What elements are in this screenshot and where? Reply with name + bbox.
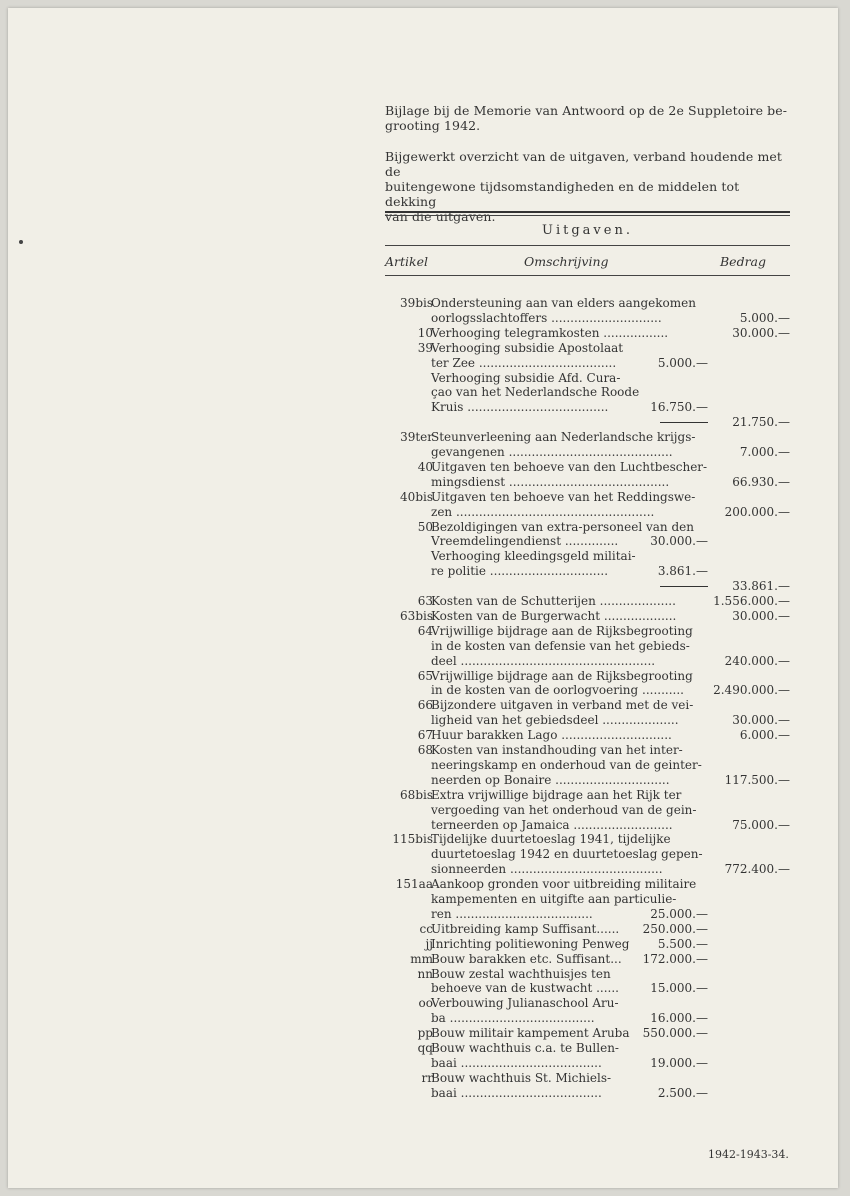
row-sub-amount: 172.000.— <box>642 951 708 966</box>
row-omschrijving: Ondersteuning aan van elders aangekomen <box>431 296 696 310</box>
table-row <box>385 1011 790 1026</box>
table-row <box>385 952 790 967</box>
row-sub-amount: 25.000.— <box>650 906 708 921</box>
row-omschrijving: re politie ............................... <box>431 564 609 579</box>
row-bedrag: 75.000.— <box>732 817 790 832</box>
row-sub-amount: 250.000.— <box>642 921 708 936</box>
row-omschrijving: Verhooging kleedingsgeld militai- <box>431 549 636 564</box>
intro-line-1: Bijlage bij de Memorie van Antwoord op de 2e Suppletoire be- <box>385 103 788 118</box>
row-artikel: pp <box>417 1026 433 1041</box>
row-artikel: 64 <box>417 623 433 638</box>
row-artikel: 67 <box>417 728 433 743</box>
table-row <box>385 758 790 773</box>
table-row <box>385 579 790 594</box>
table-row <box>385 460 790 475</box>
table-row <box>385 743 790 758</box>
row-artikel: 39bis <box>400 296 433 310</box>
row-sub-amount: 550.000.— <box>642 1026 708 1041</box>
table-row <box>385 981 790 996</box>
header-bottom-rule <box>385 275 790 276</box>
row-bedrag: 66.930.— <box>732 474 790 489</box>
table-row <box>385 773 790 788</box>
table-top-rule-2 <box>385 215 790 216</box>
table-row <box>385 534 790 549</box>
table-row <box>385 505 790 520</box>
table-row <box>385 639 790 654</box>
table-row <box>385 654 790 669</box>
row-omschrijving: Bouw barakken etc. Suffisant... <box>431 951 622 966</box>
table-row <box>385 609 790 624</box>
row-artikel: 39 <box>417 340 433 355</box>
row-bedrag: 200.000.— <box>724 504 790 519</box>
table-row <box>385 475 790 490</box>
table-row <box>385 818 790 833</box>
table-row <box>385 371 790 386</box>
row-artikel: 50 <box>417 519 433 534</box>
subtotal-rule <box>660 422 708 423</box>
table-row <box>385 907 790 922</box>
table-row <box>385 788 790 803</box>
row-omschrijving: ter Zee .................................... <box>431 355 617 370</box>
row-omschrijving: ba ...................................... <box>431 1011 595 1026</box>
row-sub-amount: 19.000.— <box>650 1055 708 1070</box>
row-sub-amount: 30.000.— <box>650 534 708 549</box>
row-artikel: 63 <box>417 594 433 608</box>
table-row <box>385 594 790 609</box>
document-page <box>8 8 838 1188</box>
table-row <box>385 311 790 326</box>
row-omschrijving: Uitgaven ten behoeve van den Luchtbescher- <box>431 459 708 474</box>
row-sub-amount: 5.500.— <box>657 936 708 951</box>
intro-line-5: van die uitgaven. <box>385 209 496 224</box>
row-omschrijving: Verhooging subsidie Afd. Cura- <box>431 370 621 385</box>
row-omschrijving: oorlogsslachtoffers ............................. <box>431 310 662 325</box>
row-omschrijving: Uitbreiding kamp Suffisant...... <box>431 921 620 936</box>
row-sub-amount: 15.000.— <box>650 981 708 996</box>
row-artikel: 66 <box>417 698 433 713</box>
table-row <box>385 415 790 430</box>
table-row <box>385 669 790 684</box>
row-omschrijving: Bouw wachthuis c.a. te Bullen- <box>431 1041 619 1055</box>
row-omschrijving: Vrijwillige bijdrage aan de Rijksbegrooting <box>431 668 693 683</box>
table-row <box>385 892 790 907</box>
table-row <box>385 996 790 1011</box>
row-omschrijving: Bouw zestal wachthuisjes ten <box>431 966 611 981</box>
row-omschrijving: vergoeding van het onderhoud van de gein- <box>431 802 697 817</box>
row-artikel: 68bis <box>400 787 433 802</box>
row-bedrag: 30.000.— <box>732 608 790 623</box>
row-omschrijving: zen .................................................... <box>431 504 655 519</box>
table-row <box>385 1041 790 1056</box>
row-bedrag: 117.500.— <box>724 772 790 787</box>
row-omschrijving: Verbouwing Julianaschool Aru- <box>431 996 619 1011</box>
row-omschrijving: Inrichting politiewoning Penweg <box>431 936 630 951</box>
row-omschrijving: behoeve van de kustwacht ...... <box>431 981 619 996</box>
row-artikel: 40bis <box>400 489 433 504</box>
row-omschrijving: in de kosten van defensie van het gebieds- <box>431 638 690 653</box>
table-row <box>385 624 790 639</box>
table-row <box>385 847 790 862</box>
table-row <box>385 356 790 371</box>
table-row <box>385 1026 790 1041</box>
row-omschrijving: terneerden op Jamaica .......................... <box>431 817 673 832</box>
row-artikel: 39ter <box>400 430 433 445</box>
row-artikel: oo <box>418 996 433 1011</box>
row-omschrijving: Bouw militair kampement Aruba <box>431 1026 630 1041</box>
table-row <box>385 698 790 713</box>
row-omschrijving: çao van het Nederlandsche Roode <box>431 385 640 400</box>
table-top-rule <box>385 211 790 213</box>
row-bedrag: 21.750.— <box>732 415 790 430</box>
table-row <box>385 445 790 460</box>
table-row <box>385 326 790 341</box>
row-bedrag: 30.000.— <box>732 713 790 728</box>
row-omschrijving: neerden op Bonaire .............................. <box>431 772 670 787</box>
row-omschrijving: neeringskamp en onderhoud van de geinter- <box>431 757 702 772</box>
intro-line-4: buitengewone tijdsomstandigheden en de middelen tot dekking <box>385 179 740 209</box>
row-omschrijving: gevangenen ........................................... <box>431 445 673 459</box>
row-artikel: 115bis <box>392 832 433 847</box>
row-omschrijving: baai ..................................... <box>431 1055 602 1070</box>
table-row <box>385 1071 790 1086</box>
intro-line-3: Bijgewerkt overzicht van de uitgaven, verband houdende met de <box>385 149 783 179</box>
row-omschrijving: Kosten van instandhouding van het inter- <box>431 743 683 757</box>
row-omschrijving: baai ..................................... <box>431 1085 602 1100</box>
table-row <box>385 683 790 698</box>
table-row <box>385 430 790 445</box>
row-sub-amount: 2.500.— <box>657 1085 708 1100</box>
col-bedrag: Bedrag <box>720 254 767 269</box>
row-artikel: 40 <box>417 459 433 474</box>
col-artikel: Artikel <box>385 254 428 269</box>
punch-mark <box>19 240 23 244</box>
table-row <box>385 967 790 982</box>
table-row <box>385 728 790 743</box>
row-omschrijving: duurtetoeslag 1942 en duurtetoeslag gepen- <box>431 847 703 862</box>
table-row <box>385 877 790 892</box>
row-omschrijving: Kosten van de Burgerwacht ................... <box>431 608 677 623</box>
row-omschrijving: Kosten van de Schutterijen .................... <box>431 594 676 608</box>
row-omschrijving: mingsdienst .......................................... <box>431 474 670 489</box>
row-omschrijving: kampementen en uitgifte aan particulie- <box>431 892 677 906</box>
table-row <box>385 862 790 877</box>
row-omschrijving: Steunverleening aan Nederlandsche krijgs- <box>431 430 696 445</box>
row-omschrijving: Vreemdelingendienst .............. <box>431 534 619 549</box>
row-artikel: nn <box>417 966 433 981</box>
row-bedrag: 2.490.000.— <box>713 683 790 698</box>
table-row <box>385 803 790 818</box>
row-omschrijving: deel ................................................... <box>431 653 656 668</box>
row-bedrag: 1.556.000.— <box>713 594 790 608</box>
row-artikel: 63bis <box>400 608 433 623</box>
intro-line-2: grooting 1942. <box>385 118 481 133</box>
table-row <box>385 1086 790 1101</box>
row-artikel: 151aa <box>395 877 433 892</box>
table-row <box>385 1056 790 1071</box>
col-omschrijving: Omschrijving <box>524 254 609 269</box>
footer-reference: 1942-1943-34. <box>708 1148 789 1161</box>
table-row <box>385 520 790 535</box>
header-rule <box>385 245 790 246</box>
subtotal-rule <box>660 586 708 587</box>
table-row <box>385 385 790 400</box>
row-sub-amount: 16.000.— <box>650 1011 708 1026</box>
table-row <box>385 937 790 952</box>
row-artikel: qq <box>417 1041 433 1055</box>
row-omschrijving: Uitgaven ten behoeve van het Reddingswe- <box>431 489 696 504</box>
row-bedrag: 7.000.— <box>739 445 790 459</box>
row-artikel: jj <box>425 936 433 951</box>
row-omschrijving: ligheid van het gebiedsdeel .................... <box>431 713 679 728</box>
row-omschrijving: Bezoldigingen van extra-personeel van den <box>431 519 694 534</box>
table-title: Uitgaven. <box>542 223 633 238</box>
row-omschrijving: Verhooging subsidie Apostolaat <box>431 340 624 355</box>
row-bedrag: 33.861.— <box>732 579 790 594</box>
row-omschrijving: sionneerden ........................................ <box>431 862 663 877</box>
table-row <box>385 490 790 505</box>
table-row <box>385 832 790 847</box>
row-omschrijving: ren .................................... <box>431 906 593 921</box>
table-row <box>385 400 790 415</box>
row-omschrijving: in de kosten van de oorlogvoering ........... <box>431 683 684 698</box>
table-row <box>385 564 790 579</box>
row-artikel: cc <box>419 921 433 936</box>
row-omschrijving: Bouw wachthuis St. Michiels- <box>431 1070 612 1085</box>
table-row <box>385 549 790 564</box>
row-artikel: mm <box>410 951 433 966</box>
row-artikel: 68 <box>417 743 433 757</box>
table-row <box>385 713 790 728</box>
row-omschrijving: Vrijwillige bijdrage aan de Rijksbegrooting <box>431 623 693 638</box>
row-omschrijving: Bijzondere uitgaven in verband met de vei- <box>431 698 694 713</box>
row-artikel: 10 <box>417 325 433 340</box>
row-sub-amount: 3.861.— <box>657 564 708 579</box>
row-omschrijving: Aankoop gronden voor uitbreiding militaire <box>431 877 697 892</box>
row-sub-amount: 16.750.— <box>650 400 708 415</box>
row-omschrijving: Extra vrijwillige bijdrage aan het Rijk ter <box>431 787 682 802</box>
row-omschrijving: Verhooging telegramkosten ................. <box>431 325 669 340</box>
row-artikel: rr <box>421 1070 433 1085</box>
row-omschrijving: Kruis ..................................... <box>431 400 609 415</box>
row-bedrag: 30.000.— <box>732 325 790 340</box>
table-row <box>385 922 790 937</box>
row-bedrag: 240.000.— <box>724 653 790 668</box>
intro-heading <box>385 103 790 133</box>
row-artikel: 65 <box>417 668 433 683</box>
table-row <box>385 296 790 311</box>
row-sub-amount: 5.000.— <box>657 355 708 370</box>
row-bedrag: 772.400.— <box>724 862 790 877</box>
table-row <box>385 341 790 356</box>
row-omschrijving: Tijdelijke duurtetoeslag 1941, tijdelijke <box>431 832 671 847</box>
row-omschrijving: Huur barakken Lago ............................. <box>431 728 672 743</box>
row-bedrag: 6.000.— <box>739 728 790 743</box>
row-bedrag: 5.000.— <box>739 310 790 325</box>
